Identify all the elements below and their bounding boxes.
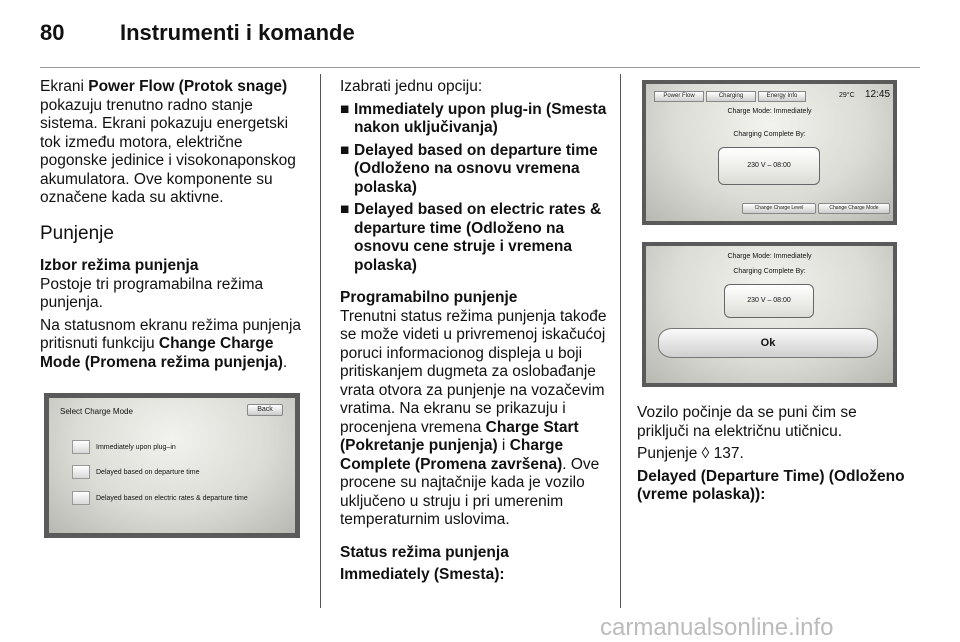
bullet-2: ■ Delayed based on departure time (Odloženo na osnovu vremena polaska) [340, 141, 598, 196]
start-paragraph: Vozilo počinje da se puni čim se priključi na električnu utičnicu. [637, 404, 857, 440]
tab-charging[interactable]: Charging [706, 91, 756, 102]
option-label-2: Delayed based on departure time [96, 469, 200, 476]
immediately-title: Immediately (Smesta): [340, 566, 505, 583]
page-header [40, 18, 920, 68]
popup-charge-value: 230 V – 08:00 [724, 284, 814, 318]
column-divider-1 [320, 74, 321, 608]
reference-paragraph: Punjenje ◊ 137. [637, 445, 744, 462]
programmable-paragraph: Trenutni status režima punjenja takođe se može videti u privremenoj iskačućoj poruci informacionog displeja u boji pritiskanjem dugmeta za oslobađanje vrata otvora za punjenje na vozačevim vratima. Na ekranu se prikazuju i procenjena vremena Charge Start (Pokretanje punjenja) i Charge Complete (Promena završena). Ove procene su najtačnije kada je vozilo uključeno u struju i pri umerenim temperaturnim uslovima. [340, 307, 607, 528]
back-button[interactable]: Back [247, 404, 283, 416]
page-number: 80 [40, 20, 65, 45]
page-title: Instrumenti i komande [120, 20, 355, 45]
programmable-title: Programabilno punjenje [340, 289, 518, 306]
charging-status-screen [642, 80, 897, 225]
popup-charge-mode-text: Charge Mode: Immediately [727, 253, 812, 260]
tab-power-flow[interactable]: Power Flow [654, 91, 704, 102]
popup-complete-by-text: Charging Complete By: [733, 268, 806, 275]
charge-mode-text: Charge Mode: Immediately [727, 108, 812, 115]
status-title: Status režima punjenja [340, 543, 509, 561]
charge-popup-screen [642, 242, 897, 387]
subsection-title: Izbor režima punjenja [40, 257, 199, 274]
option-checkbox-3[interactable] [72, 491, 90, 505]
option-checkbox-2[interactable] [72, 465, 90, 479]
temperature: 29°C [839, 92, 855, 99]
ok-button[interactable]: Ok [658, 328, 878, 358]
column-3 [637, 404, 907, 505]
select-charge-mode-screen [44, 393, 300, 538]
tab-energy-info[interactable]: Energy Info [758, 91, 806, 102]
option-checkbox-1[interactable] [72, 440, 90, 454]
choose-paragraph: Izabrati jednu opciju: [340, 78, 483, 95]
modes-paragraph: Postoje tri programabilna režima punjenja. [40, 275, 264, 311]
status-paragraph: Na statusnom ekranu režima punjenja pritisnuti funkciju Change Charge Mode (Promena režima punjenja). [40, 316, 302, 371]
option-label-1: Immediately upon plug–in [96, 444, 176, 451]
complete-by-text: Charging Complete By: [733, 131, 806, 138]
section-title: Punjenje [40, 222, 114, 244]
change-charge-mode-button[interactable]: Change Charge Mode [818, 203, 890, 214]
clock: 12:45 [865, 89, 891, 100]
option-label-3: Delayed based on electric rates & departure time [96, 495, 248, 502]
intro-paragraph: Ekrani Power Flow (Protok snage) pokazuju trenutno radno stanje sistema. Ekrani pokazuju energetski tok između motora, električne pogonske jedinice i visokonaponskog akumulatora. Ove komponente su označene kada su aktivne. [40, 78, 296, 206]
bullet-3: ■ Delayed based on electric rates & departure time (Odloženo na osnovu cene struje i vremena polaska) [340, 201, 602, 274]
watermark-link[interactable]: carmanualsonline.info [600, 614, 834, 641]
column-divider-2 [620, 74, 621, 608]
delayed-title: Delayed (Departure Time) (Odloženo (vreme polaska)): [637, 467, 905, 503]
bullet-1: ■ Immediately upon plug-in (Smesta nakon uključivanja) [340, 100, 607, 136]
select-screen-title: Select Charge Mode [60, 407, 133, 416]
column-1 [40, 78, 308, 376]
change-charge-level-button[interactable]: Change Charge Level [742, 203, 816, 214]
charge-value: 230 V – 08:00 [718, 147, 820, 185]
column-2 [340, 78, 610, 585]
